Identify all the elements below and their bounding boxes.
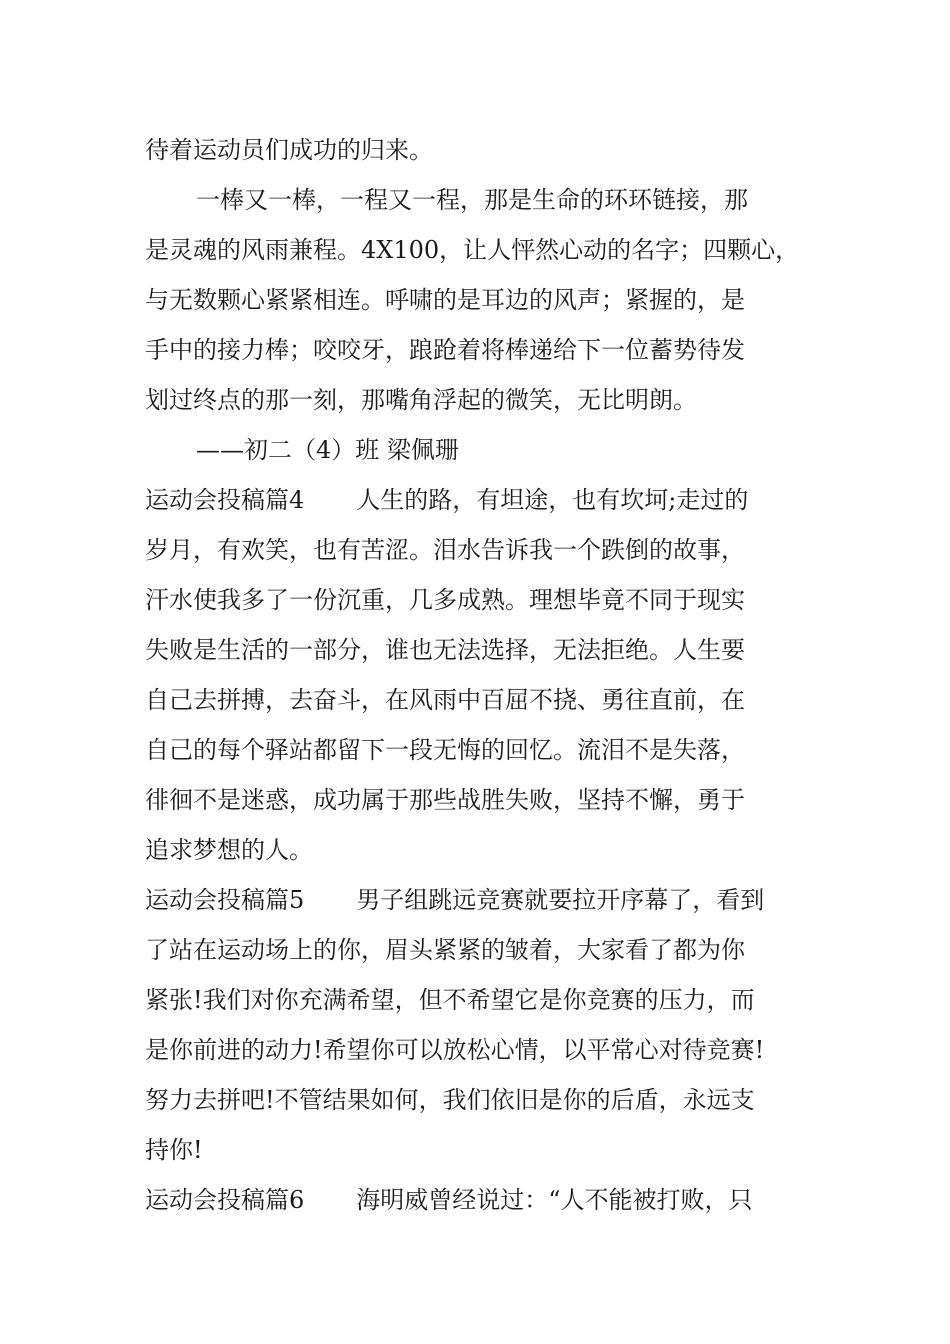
text-line: 紧张!我们对你充满希望，但不希望它是你竞赛的压力，而 — [145, 986, 755, 1014]
text-line: 划过终点的那一刻，那嘴角浮起的微笑，无比明朗。 — [145, 386, 697, 414]
text-line: 徘徊不是迷惑，成功属于那些战胜失败，坚持不懈，勇于 — [145, 786, 745, 814]
text-line: 待着运动员们成功的归来。 — [145, 136, 433, 164]
text-line: 失败是生活的一部分，谁也无法选择，无法拒绝。人生要 — [145, 636, 745, 664]
text-line: 手中的接力棒；咬咬牙，踉跄着将棒递给下一位蓄势待发 — [145, 336, 745, 364]
section-line — [145, 1185, 753, 1215]
text-line: 与无数颗心紧紧相连。呼啸的是耳边的风声；紧握的，是 — [145, 286, 745, 314]
section-line — [145, 485, 748, 515]
text-line: 是灵魂的风雨兼程。4X100，让人怦然心动的名字；四颗心， — [145, 236, 800, 264]
text-line: 海明威曾经说过：“人不能被打败，只 — [356, 1186, 753, 1214]
text-line: 了站在运动场上的你，眉头紧紧的皱着，大家看了都为你 — [145, 936, 745, 964]
text-line: 男子组跳远竞赛就要拉开序幕了，看到 — [356, 886, 765, 914]
section-heading: 运动会投稿篇6 — [145, 1186, 305, 1214]
text-line: 一棒又一棒，一程又一程，那是生命的环环链接，那 — [196, 186, 748, 214]
text-line: 岁月，有欢笑，也有苦涩。泪水告诉我一个跌倒的故事， — [145, 536, 745, 564]
section-line — [145, 885, 764, 915]
text-line: 人生的路，有坦途，也有坎坷;走过的 — [356, 486, 749, 514]
text-line: 是你前进的动力!希望你可以放松心情，以平常心对待竞赛! — [145, 1036, 765, 1064]
section-heading: 运动会投稿篇5 — [145, 886, 305, 914]
section-heading: 运动会投稿篇4 — [145, 486, 305, 514]
author-signature: ——初二（4）班 梁佩珊 — [196, 436, 459, 464]
text-line: 追求梦想的人。 — [145, 836, 313, 864]
text-line: 持你! — [145, 1136, 203, 1164]
text-line: 汗水使我多了一份沉重，几多成熟。理想毕竟不同于现实 — [145, 586, 745, 614]
text-line: 努力去拼吧!不管结果如何，我们依旧是你的后盾，永远支 — [145, 1086, 755, 1114]
text-line: 自己去拼搏，去奋斗，在风雨中百屈不挠、勇往直前，在 — [145, 686, 745, 714]
text-line: 自己的每个驿站都留下一段无悔的回忆。流泪不是失落， — [145, 736, 745, 764]
